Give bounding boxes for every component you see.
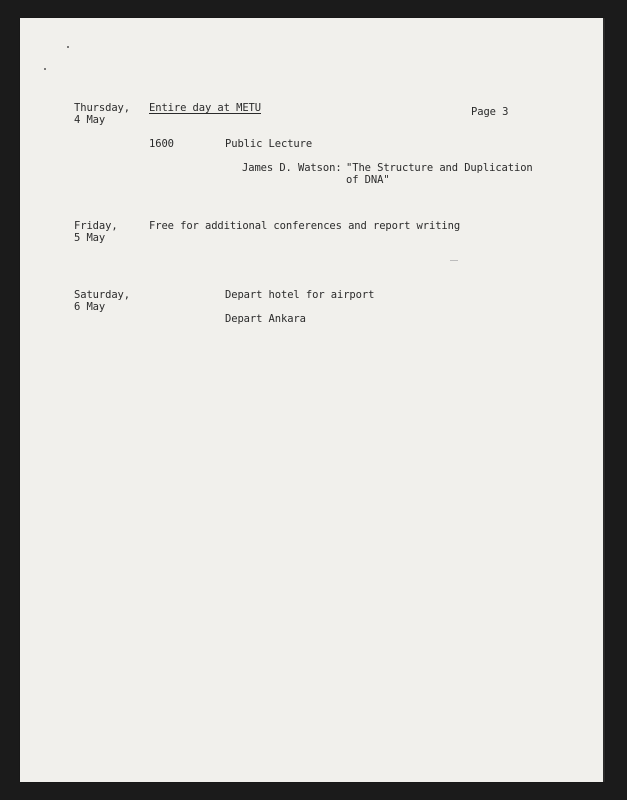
event-time: 1600 xyxy=(149,138,174,150)
paper-mark xyxy=(450,260,458,261)
page-number: Page 3 xyxy=(471,106,509,118)
event-description: Public Lecture xyxy=(225,138,313,150)
lecture-title-line2: of DNA" xyxy=(346,174,390,186)
entry-heading: Entire day at METU xyxy=(149,102,261,114)
entry-heading: Free for additional conferences and report writing xyxy=(149,220,461,232)
lecture-title-line1: "The Structure and Duplication xyxy=(346,162,533,174)
day-label: Saturday, xyxy=(74,289,130,301)
page-edge xyxy=(603,18,605,782)
speaker-name: James D. Watson: xyxy=(242,162,342,174)
event-description: Depart hotel for airport xyxy=(225,289,375,301)
document-page xyxy=(20,18,605,782)
date-label: 4 May xyxy=(74,114,106,126)
paper-speck xyxy=(67,46,69,48)
date-label: 6 May xyxy=(74,301,106,313)
day-label: Thursday, xyxy=(74,102,130,114)
event-description: Depart Ankara xyxy=(225,313,306,325)
day-label: Friday, xyxy=(74,220,118,232)
paper-speck xyxy=(44,68,46,70)
date-label: 5 May xyxy=(74,232,106,244)
